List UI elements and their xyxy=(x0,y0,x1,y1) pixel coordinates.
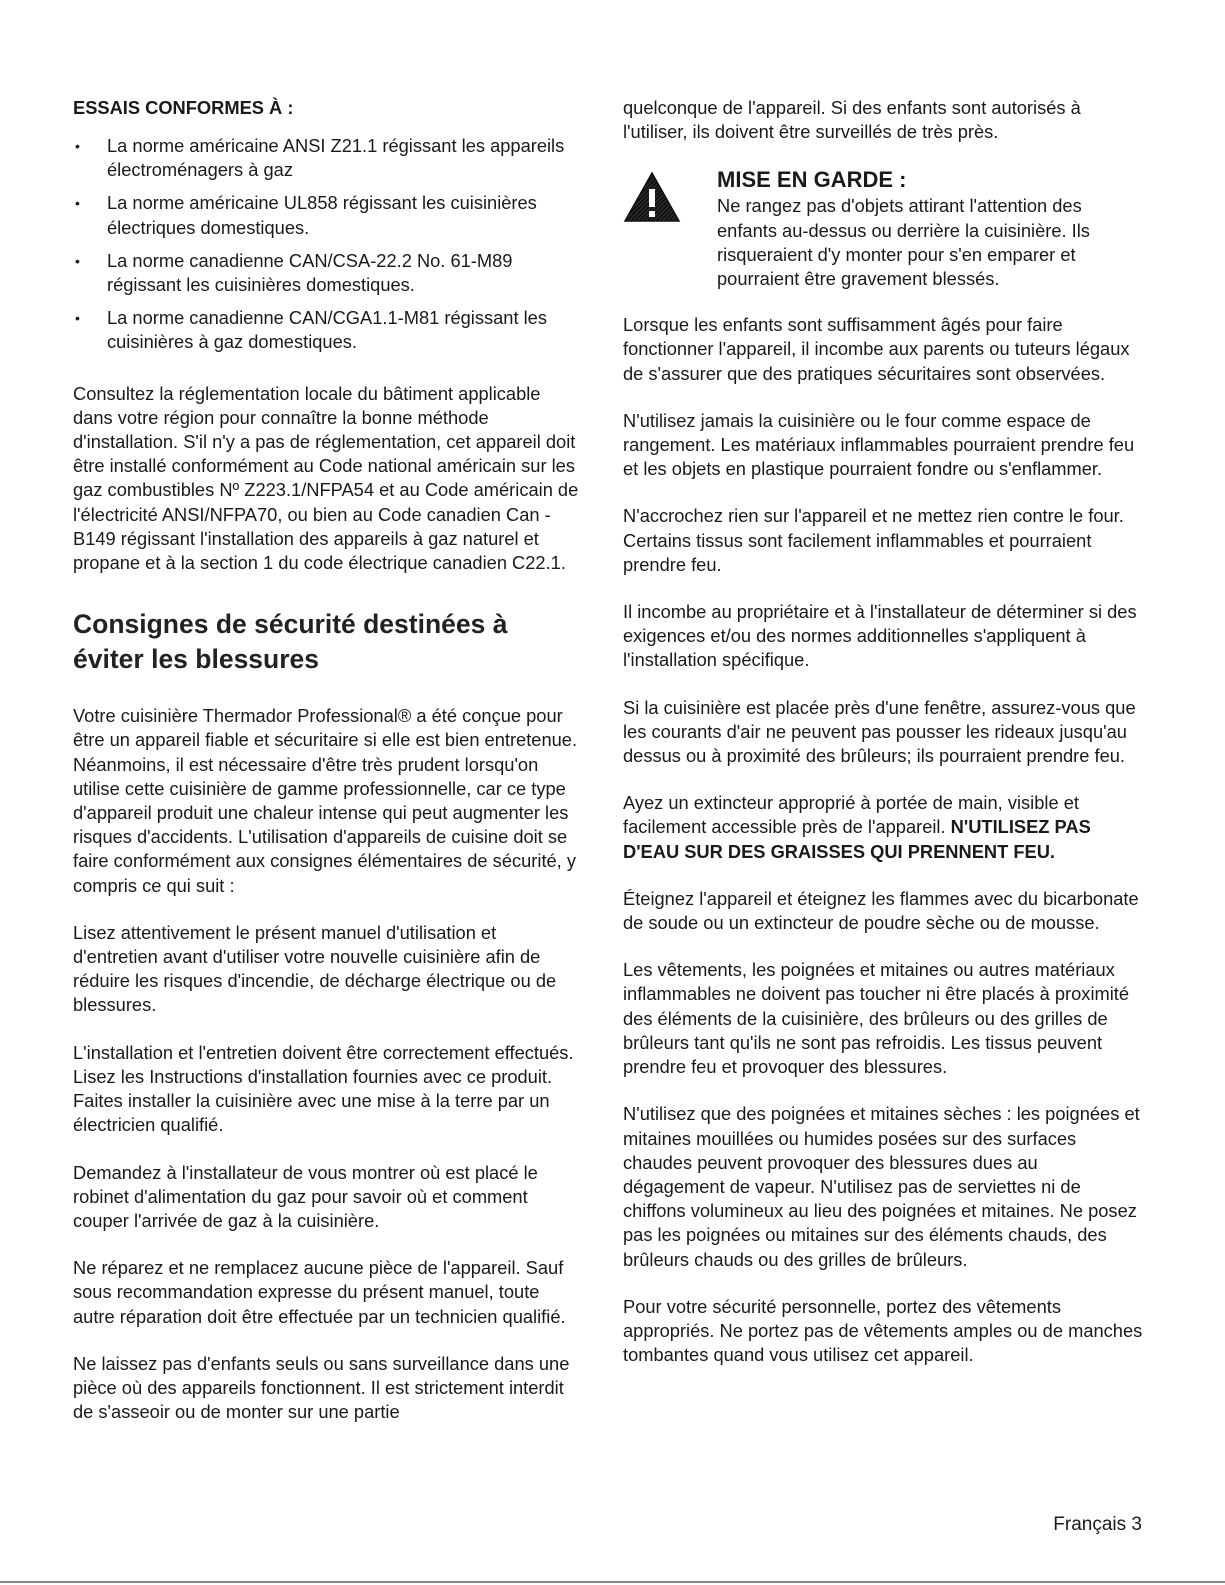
repair-paragraph: Ne réparez et ne remplacez aucune pièce de l'appareil. Sauf sous recommandation expresse du présent manuel, toute autre réparation doit être effectuée par un technicien qualifié. xyxy=(73,1257,566,1327)
extinguish-paragraph: Éteignez l'appareil et éteignez les flammes avec du bicarbonate de soude ou un extincteur de poudre sèche ou de mousse. xyxy=(623,887,1139,934)
bottom-divider xyxy=(0,1581,1225,1583)
page-number: Français 3 xyxy=(1053,1514,1142,1535)
read-manual-paragraph: Lisez attentivement le présent manuel d'utilisation et d'entretien avant d'utiliser votre nouvelle cuisinière afin de réduire les risques d'incendie, de décharge électrique ou de blessures. xyxy=(73,921,557,1016)
hanging-paragraph: N'accrochez rien sur l'appareil et ne mettez rien contre le four. Certains tissus sont facilement inflammables et pourraient prendre feu. xyxy=(623,505,1124,575)
warning-content xyxy=(717,167,1143,291)
standards-heading: ESSAIS CONFORMES À : xyxy=(73,97,294,118)
children-paragraph: Ne laissez pas d'enfants seuls ou sans surveillance dans une pièce où des appareils fonctionnent. Il est strictement interdit de s'asseoir ou de monter sur une partie xyxy=(73,1352,570,1423)
older-children-paragraph: Lorsque les enfants sont suffisamment âgés pour faire fonctionner l'appareil, il incombe aux parents ou tuteurs légaux de s'assurer que des pratiques sécuritaires sont observées. xyxy=(623,314,1130,384)
warning-box xyxy=(623,167,1143,291)
warning-title: MISE EN GARDE : xyxy=(717,167,907,193)
section-title: Consignes de sécurité destinées à éviter les blessures xyxy=(73,609,508,674)
consult-paragraph: Consultez la réglementation locale du bâtiment applicable dans votre région pour connaître la bonne méthode d'installation. S'il n'y a pas de réglementation, cet appareil doit être installé conformément au Code national américain sur les gaz combustibles Nº Z223.1/NFPA54 et au Code américain de l'électricité ANSI/NFPA70, ou bien au Code canadien Can - B149 régissant l'installation des appareils à gaz naturel et propane et à la section 1 du code électrique canadien C22.1. xyxy=(73,382,579,574)
warning-text: Ne rangez pas d'objets attirant l'attention des enfants au-dessus ou derrière la cuisinière. Ils risqueraient d'y monter pour s'en emparer et pourraient être gravement blessés. xyxy=(717,195,1090,290)
bullet-icon: • xyxy=(75,252,80,269)
owner-responsibility-paragraph: Il incombe au propriétaire et à l'installateur de déterminer si des exigences et/ou des normes additionnelles s'appliquent à l'installation spécifique. xyxy=(623,601,1137,671)
personal-safety-paragraph: Pour votre sécurité personnelle, portez des vêtements appropriés. Ne portez pas de vêtements amples ou de manches tombantes quand vous utilisez cet appareil. xyxy=(623,1295,1143,1366)
warning-triangle-icon xyxy=(623,167,717,291)
list-item: • La norme canadienne CAN/CGA1.1-M81 régissant les cuisinières à gaz domestiques. xyxy=(75,307,547,353)
bullet-icon: • xyxy=(75,138,80,154)
extinguisher-paragraph: Ayez un extincteur approprié à portée de main, visible et facilement accessible près de l'appareil. N'UTILISEZ PAS D'EAU SUR DES GRAISSES QUI PRENNENT FEU. xyxy=(623,792,1091,862)
right-column xyxy=(623,96,1143,1390)
left-column xyxy=(73,96,585,1447)
installation-paragraph: L'installation et l'entretien doivent être correctement effectués. Lisez les Instructions d'installation fournies avec ce produit. Faites installer la cuisinière avec une mise à la terre par un électricien qualifié. xyxy=(73,1041,574,1136)
extinguisher-warning: N'UTILISEZ PAS D'EAU SUR DES GRAISSES QUI PRENNENT FEU. xyxy=(623,816,1091,862)
children-continued-paragraph: quelconque de l'appareil. Si des enfants sont autorisés à l'utiliser, ils doivent être surveillés de très près. xyxy=(623,97,1081,143)
list-item: • La norme américaine UL858 régissant les cuisinières électriques domestiques. xyxy=(75,192,537,238)
dry-mitts-paragraph: N'utilisez que des poignées et mitaines sèches : les poignées et mitaines mouillées ou humides posées sur des surfaces chaudes peuvent provoquer des blessures dues au dégagement de vapeur. N'utilisez pas de serviettes ni de chiffons volumineux au lieu des poignées et mitaines. Ne posez pas les poignées ou mitaines sur des éléments chauds, des brûleurs chauds ou des grilles de brûleurs. xyxy=(623,1103,1140,1270)
bullet-icon: • xyxy=(75,195,80,212)
list-item: • La norme canadienne CAN/CSA-22.2 No. 61-M89 régissant les cuisinières domestiques. xyxy=(75,249,513,296)
bullet-icon: • xyxy=(75,310,80,327)
storage-paragraph: N'utilisez jamais la cuisinière ou le four comme espace de rangement. Les matériaux inflammables pourraient prendre feu et les objets en plastique pourraient fondre ou s'enflammer. xyxy=(623,409,1135,480)
standards-list xyxy=(73,134,585,355)
intro-paragraph: Votre cuisinière Thermador Professional® a été conçue pour être un appareil fiable et sécuritaire si elle est bien entretenue. Néanmoins, il est nécessaire d'être très prudent lorsqu'on utilise cette cuisinière de gamme professionnelle, car ce type d'appareil produit une chaleur intense qui peut augmenter les risques d'accidents. L'utilisation d'appareils de cuisine doit se faire conformément aux consignes élémentaires de sécurité, y compris ce qui suit : xyxy=(73,705,578,896)
gas-shutoff-paragraph: Demandez à l'installateur de vous montrer où est placé le robinet d'alimentation du gaz pour savoir où et comment couper l'arrivée de gaz à la cuisinière. xyxy=(73,1161,538,1231)
list-item: • La norme américaine ANSI Z21.1 régissant les appareils électroménagers à gaz xyxy=(75,135,565,181)
clothing-paragraph: Les vêtements, les poignées et mitaines ou autres matériaux inflammables ne doivent pas toucher ni être placés à proximité des éléments de la cuisinière, des brûleurs ou des grilles de brûleurs tant qu'ils ne sont pas refroidis. Les tissus peuvent prendre feu et provoquer des blessures. xyxy=(623,959,1130,1078)
window-paragraph: Si la cuisinière est placée près d'une fenêtre, assurez-vous que les courants d'air ne peuvent pas pousser les rideaux jusqu'au dessus ou à proximité des brûleurs; ils pourraient prendre feu. xyxy=(623,696,1136,767)
